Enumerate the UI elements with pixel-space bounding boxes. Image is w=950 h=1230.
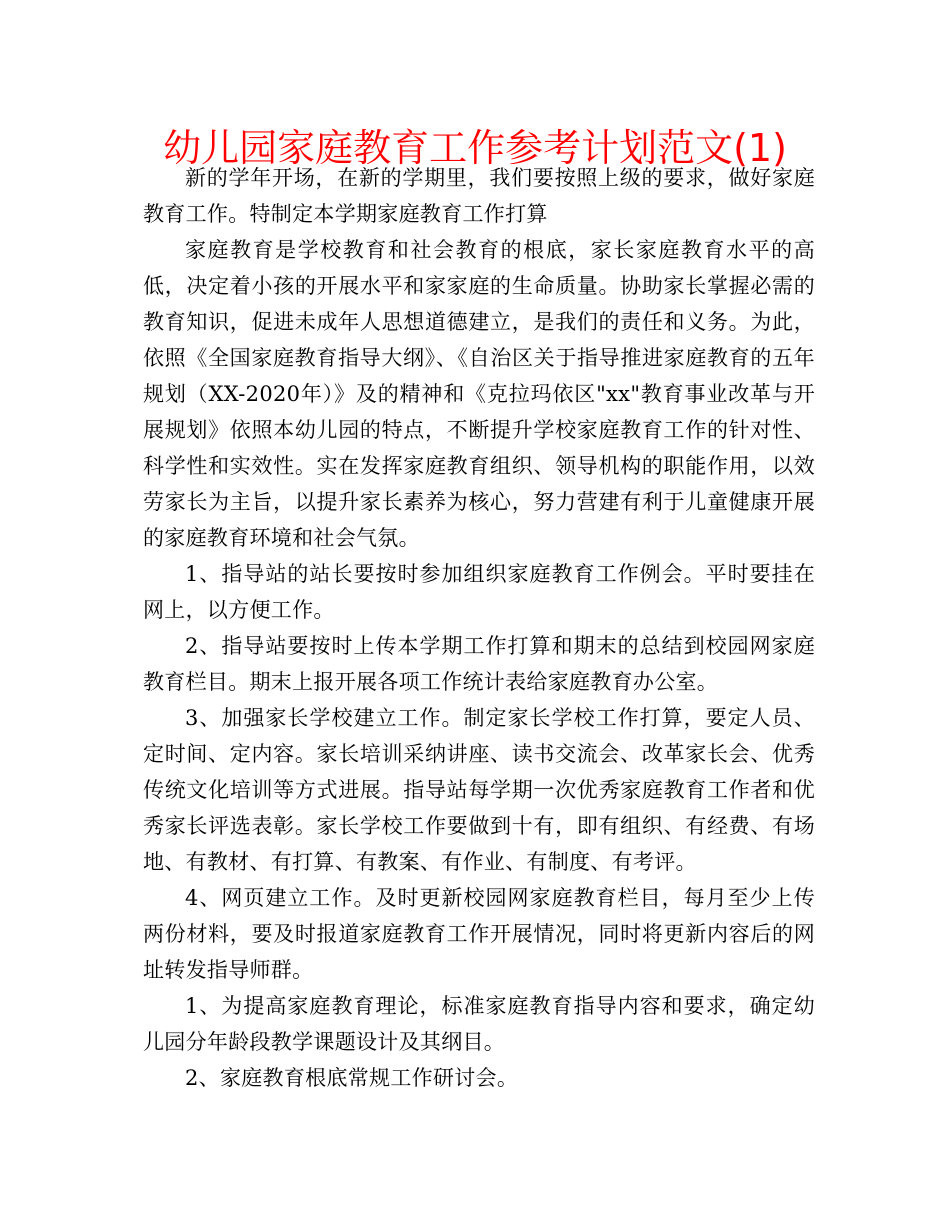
paragraph-item-2b: 2、家庭教育根底常规工作研讨会。 bbox=[185, 1066, 519, 1090]
paragraph-background: 家庭教育是学校教育和社会教育的根底，家长家庭教育水平的高低，决定着小孩的开展水平和家家庭的生命质量。协助家长掌握必需的教育知识，促进未成年人思想道德建立，是我们的责任和义务。为此，依照《全国家庭教育指导大纲》、《自治区关于指导推进家庭教育的五年规划（XX-2020年）》及的精神和《克拉玛依区"xx"教育事业改革与开展规划》依照本幼儿园的特点，不断提升学校家庭教育工作的针对性、科学性和实效性。实在发挥家庭教育组织、领导机构的职能作用，以效劳家长为主旨，以提升家长素养为核心，努力营建有利于儿童健康开展的家庭教育环境和社会气氛。 bbox=[143, 238, 815, 550]
paragraph-item-1b: 1、为提高家庭教育理论，标准家庭教育指导内容和要求，确定幼儿园分年龄段教学课题设计及其纲目。 bbox=[143, 994, 815, 1054]
document-title: 幼儿园家庭教育工作参考计划范文(1) bbox=[163, 126, 787, 170]
paragraph-item-3: 3、加强家长学校建立工作。制定家长学校工作打算，要定人员、定时间、定内容。家长培训采纳讲座、读书交流会、改革家长会、优秀传统文化培训等方式进展。指导站每学期一次优秀家庭教育工作者和优秀家长评选表彰。家长学校工作要做到十有，即有组织、有经费、有场地、有教材、有打算、有教案、有作业、有制度、有考评。 bbox=[143, 706, 815, 874]
paragraph-item-4: 4、网页建立工作。及时更新校园网家庭教育栏目，每月至少上传两份材料，要及时报道家庭教育工作开展情况，同时将更新内容后的网址转发指导师群。 bbox=[143, 886, 815, 982]
paragraph-intro: 新的学年开场，在新的学期里，我们要按照上级的要求，做好家庭教育工作。特制定本学期家庭教育工作打算 bbox=[143, 166, 815, 226]
paragraph-item-1: 1、指导站的站长要按时参加组织家庭教育工作例会。平时要挂在网上，以方便工作。 bbox=[143, 562, 815, 622]
document-body bbox=[143, 160, 815, 1096]
paragraph-item-2: 2、指导站要按时上传本学期工作打算和期末的总结到校园网家庭教育栏目。期末上报开展各项工作统计表给家庭教育办公室。 bbox=[143, 634, 815, 694]
